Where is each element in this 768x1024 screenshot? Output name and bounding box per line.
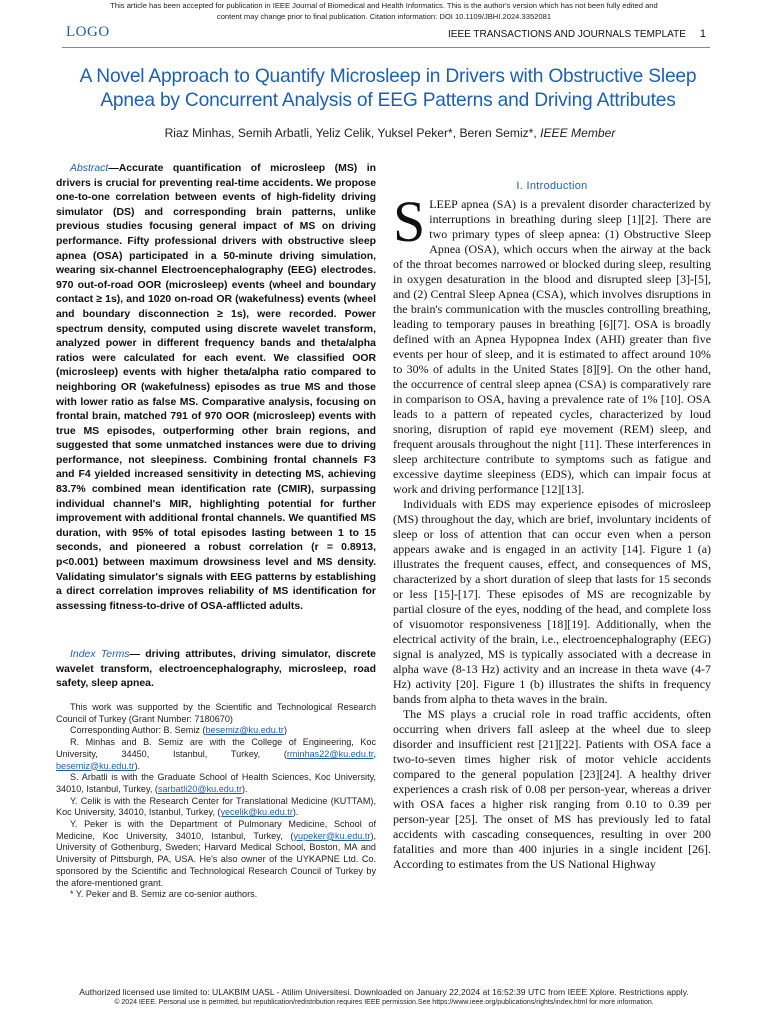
footnote-minhas: R. Minhas and B. Semiz are with the College of Engineering, Koc University, 34450, Istanbul, Turkey, (rminhas22@ku.edu.tr, besemiz@ku.edu.tr). — [56, 737, 376, 771]
publication-notice — [0, 0, 768, 22]
introduction-body — [393, 189, 711, 872]
author-list — [60, 126, 720, 140]
footnote-peker: Y. Peker is with the Department of Pulmonary Medicine, School of Medicine, Koc University, 34010, Istanbul, Turkey, (yupeker@ku.edu.tr), University of Gothenburg, Sweden; Harvard Medical School, Boston, MA and University of Pittsburgh, PA, USA. He's also owner of the UYKAPNE Ltd. Co. sponsored by the Scientific and Technological Research Council of Turkey by the afore-mentioned grant. — [56, 819, 376, 888]
footnote-funding: This work was supported by the Scientific and Technological Research Council of Turkey (Grant Number: 7180670) — [56, 702, 376, 724]
intro-paragraph-3: The MS plays a crucial role in road traffic accidents, often occurring when drivers fall asleep at the wheel due to sleep disorder and insufficient rest [21][22]. Patients with OSA face a two-to-seven times higher risk of motor vehicle accidents compared to the general population [23][24]. A healthy driver experiences a crash risk of 0.08 per person-year, whereas a driver with OSA faces a higher risk ranging from 0.10 to 0.39 per person-year [25]. The onset of MS has previously led to fatal accidents with cascading consequences, resulting in over 200 fatalities and more than 400 injuries in a single incident [26]. According to estimates from the US National Highway — [393, 707, 711, 871]
license-notice: Authorized licensed use limited to: ULAKBIM UASL - Atilim Universitesi. Downloaded on January 22,2024 at 16:52:39 UTC from IEEE Xplore. Restrictions apply. — [79, 987, 689, 997]
notice-line-2: content may change prior to final publication. Citation information: DOI 10.1109/JBHI.2024.3352081 — [216, 12, 552, 21]
author-names: Riaz Minhas, Semih Arbatli, Yeliz Celik, Yuksel Peker*, Beren Semiz*, — [164, 126, 537, 140]
email-link[interactable]: sarbatli20@ku.edu.tr — [157, 783, 242, 794]
abstract — [56, 162, 376, 614]
abstract-text: —Accurate quantification of microsleep (MS) in drivers is crucial for preventing real-time accidents. We propose one-to-one correlation between events of high-fidelity driving simulator (DS) and corresponding brain patterns, unlike previous studies focusing general impact of MS on driving performance. Fifty professional drivers with obstructive sleep apnea (OSA) participated in a 50-minute driving simulation, wearing six-channel Electroencephalography (EEG) electrodes. 970 out-of-road OOR (microsleep) events (wheel and boundary contact ≥ 1s), and 1020 on-road OR (wakefulness) events (wheel and boundary disconnection ≥ 1s), were recorded. Power spectrum density, computed using discrete wavelet transform, analyzed power in different frequency bands and theta/alpha ratios were calculated for each event. We classified OOR (microsleep) events with higher theta/alpha ratio compared to neighboring OR (wakefulness) episodes as true MS and those with lower ratio as false MS. Comparative analysis, focusing on frontal brain, matched 791 of 970 OOR (microsleep) events with true MS episodes, outperforming other brain regions, and suggested that some unmatched instances were due to driving performance, not sleepiness. Combining frontal channels F3 and F4 yielded increased sensitivity in detecting MS, achieving 83.7% combined mean identification rate (CMIR), surpassing individual channel's MIR, highlighting potential for further improvement with additional frontal channels. We quantified MS duration, with 95% of total episodes lasting between 1 to 15 seconds, and pioneered a robust correlation (r = 0.8913, p<0.001) between maximum drowsiness level and MS density. Validating simulator's signals with EEG patterns by establishing a direct correlation improves reliability of MS identification for assessing fitness-to-drive of OSA-afflicted adults. — [56, 163, 376, 612]
index-terms-text: — driving attributes, driving simulator, discrete wavelet transform, electroencephalography, microsleep, road safety, sleep apnea. — [56, 649, 376, 690]
email-link[interactable]: besemiz@ku.edu.tr — [56, 760, 135, 771]
drop-cap: S — [393, 189, 426, 254]
email-link[interactable]: yupeker@ku.edu.tr — [293, 830, 371, 841]
abstract-label: Abstract — [70, 163, 109, 174]
footnote-corresponding: Corresponding Author: B. Semiz (besemiz@ku.edu.tr) — [70, 725, 287, 736]
intro-paragraph-2: Individuals with EDS may experience episodes of microsleep (MS) throughout the day, which are brief, involuntary incidents of sleep or loss of attention that can occur even when a person appears awake and is engaged in an activity [14]. Figure 1 (a) illustrates the frequent causes, effect, and consequences of MS, characterized by a short duration of sleep that lasts for 15 seconds or less [15]-[17]. These episodes of MS are recognizable by partial closure of the eyes, nodding of the head, and complete loss of visuomotor responsiveness [18][19]. Additionally, when the electrical activity of the brain, i.e., electroencephalography (EEG) signal is analyzed, MS is typically associated with a decrease in alpha wave (8-13 Hz) activity and an increase in theta wave (4-7 Hz) activity [20]. Figure 1 (b) illustrates the shifts in frequency bands from alpha to theta waves in the brain. — [393, 497, 711, 706]
paper-title: A Novel Approach to Quantify Microsleep in Drivers with Obstructive Sleep Apnea by Concurrent Analysis of EEG Patterns and Driving Attributes — [79, 66, 697, 111]
author-membership: IEEE Member — [540, 126, 616, 140]
journal-logo: LOGO — [66, 24, 110, 40]
notice-line-1: This article has been accepted for publication in IEEE Journal of Biomedical and Health Informatics. This is the author's version which has not been fully edited and — [110, 1, 658, 10]
running-header — [448, 28, 706, 40]
email-link[interactable]: yecelik@ku.edu.tr — [220, 807, 293, 818]
author-footnotes — [56, 702, 376, 901]
page-number: 1 — [699, 28, 706, 40]
email-link[interactable]: besemiz@ku.edu.tr — [205, 725, 284, 736]
email-link[interactable]: rminhas22@ku.edu.tr — [286, 748, 374, 759]
intro-paragraph-1: SLEEP apnea (SA) is a prevalent disorder characterized by interruptions in breathing during sleep [1][2]. There are two primary types of sleep apnea: (1) Obstructive Sleep Apnea (OSA), which occurs when the airway at the back of the throat becomes narrowed or blocked during sleep, resulting in oxygen desaturation in the blood and disrupted sleep [3]-[5], and (2) Central Sleep Apnea (CSA), which involves disruptions in the brain's communication with the muscles controlling breathing, leading to temporary pauses in breathing [6][7]. OSA is broadly defined with an Apnea Hypopnea Index (AHI) greater than five events per hour of sleep, and it is estimated to affect around 10% to 30% of adults in the United States [8][9]. On the other hand, the occurrence of central sleep apnea (CSA) is comparatively rare in comparison to OSA, having a prevalence rate of 1% [10]. OSA leads to a pattern of repeated cycles, characterized by loud snoring, disruption of rapid eye movement (REM) sleep, and frequent arousals throughout the night [11]. These interferences in sleep architecture contribute to symptoms such as fatigue and excessive daytime sleepiness (EDS), which can impair focus at work and driving performance [12][13]. — [393, 189, 711, 496]
copyright-notice: © 2024 IEEE. Personal use is permitted, but republication/redistribution requires IEEE permission.See https://www.ieee.org/publications/rights/index.html for more information. — [114, 999, 654, 1006]
header-divider — [62, 47, 710, 48]
index-terms — [56, 648, 376, 692]
section-heading-introduction: I. Introduction — [516, 180, 588, 192]
running-title: IEEE TRANSACTIONS AND JOURNALS TEMPLATE — [448, 29, 686, 40]
footnote-cosenior: * Y. Peker and B. Semiz are co-senior authors. — [70, 889, 258, 900]
footnote-arbatli: S. Arbatli is with the Graduate School of Health Sciences, Koc University, 34010, Istanbul, Turkey, (sarbatli20@ku.edu.tr). — [56, 772, 376, 794]
footnote-celik: Y. Celik is with the Research Center for Translational Medicine (KUTTAM), Koc University, 34010, Istanbul, Turkey, (yecelik@ku.edu.tr). — [56, 795, 376, 818]
index-terms-label: Index Terms — [70, 649, 130, 660]
